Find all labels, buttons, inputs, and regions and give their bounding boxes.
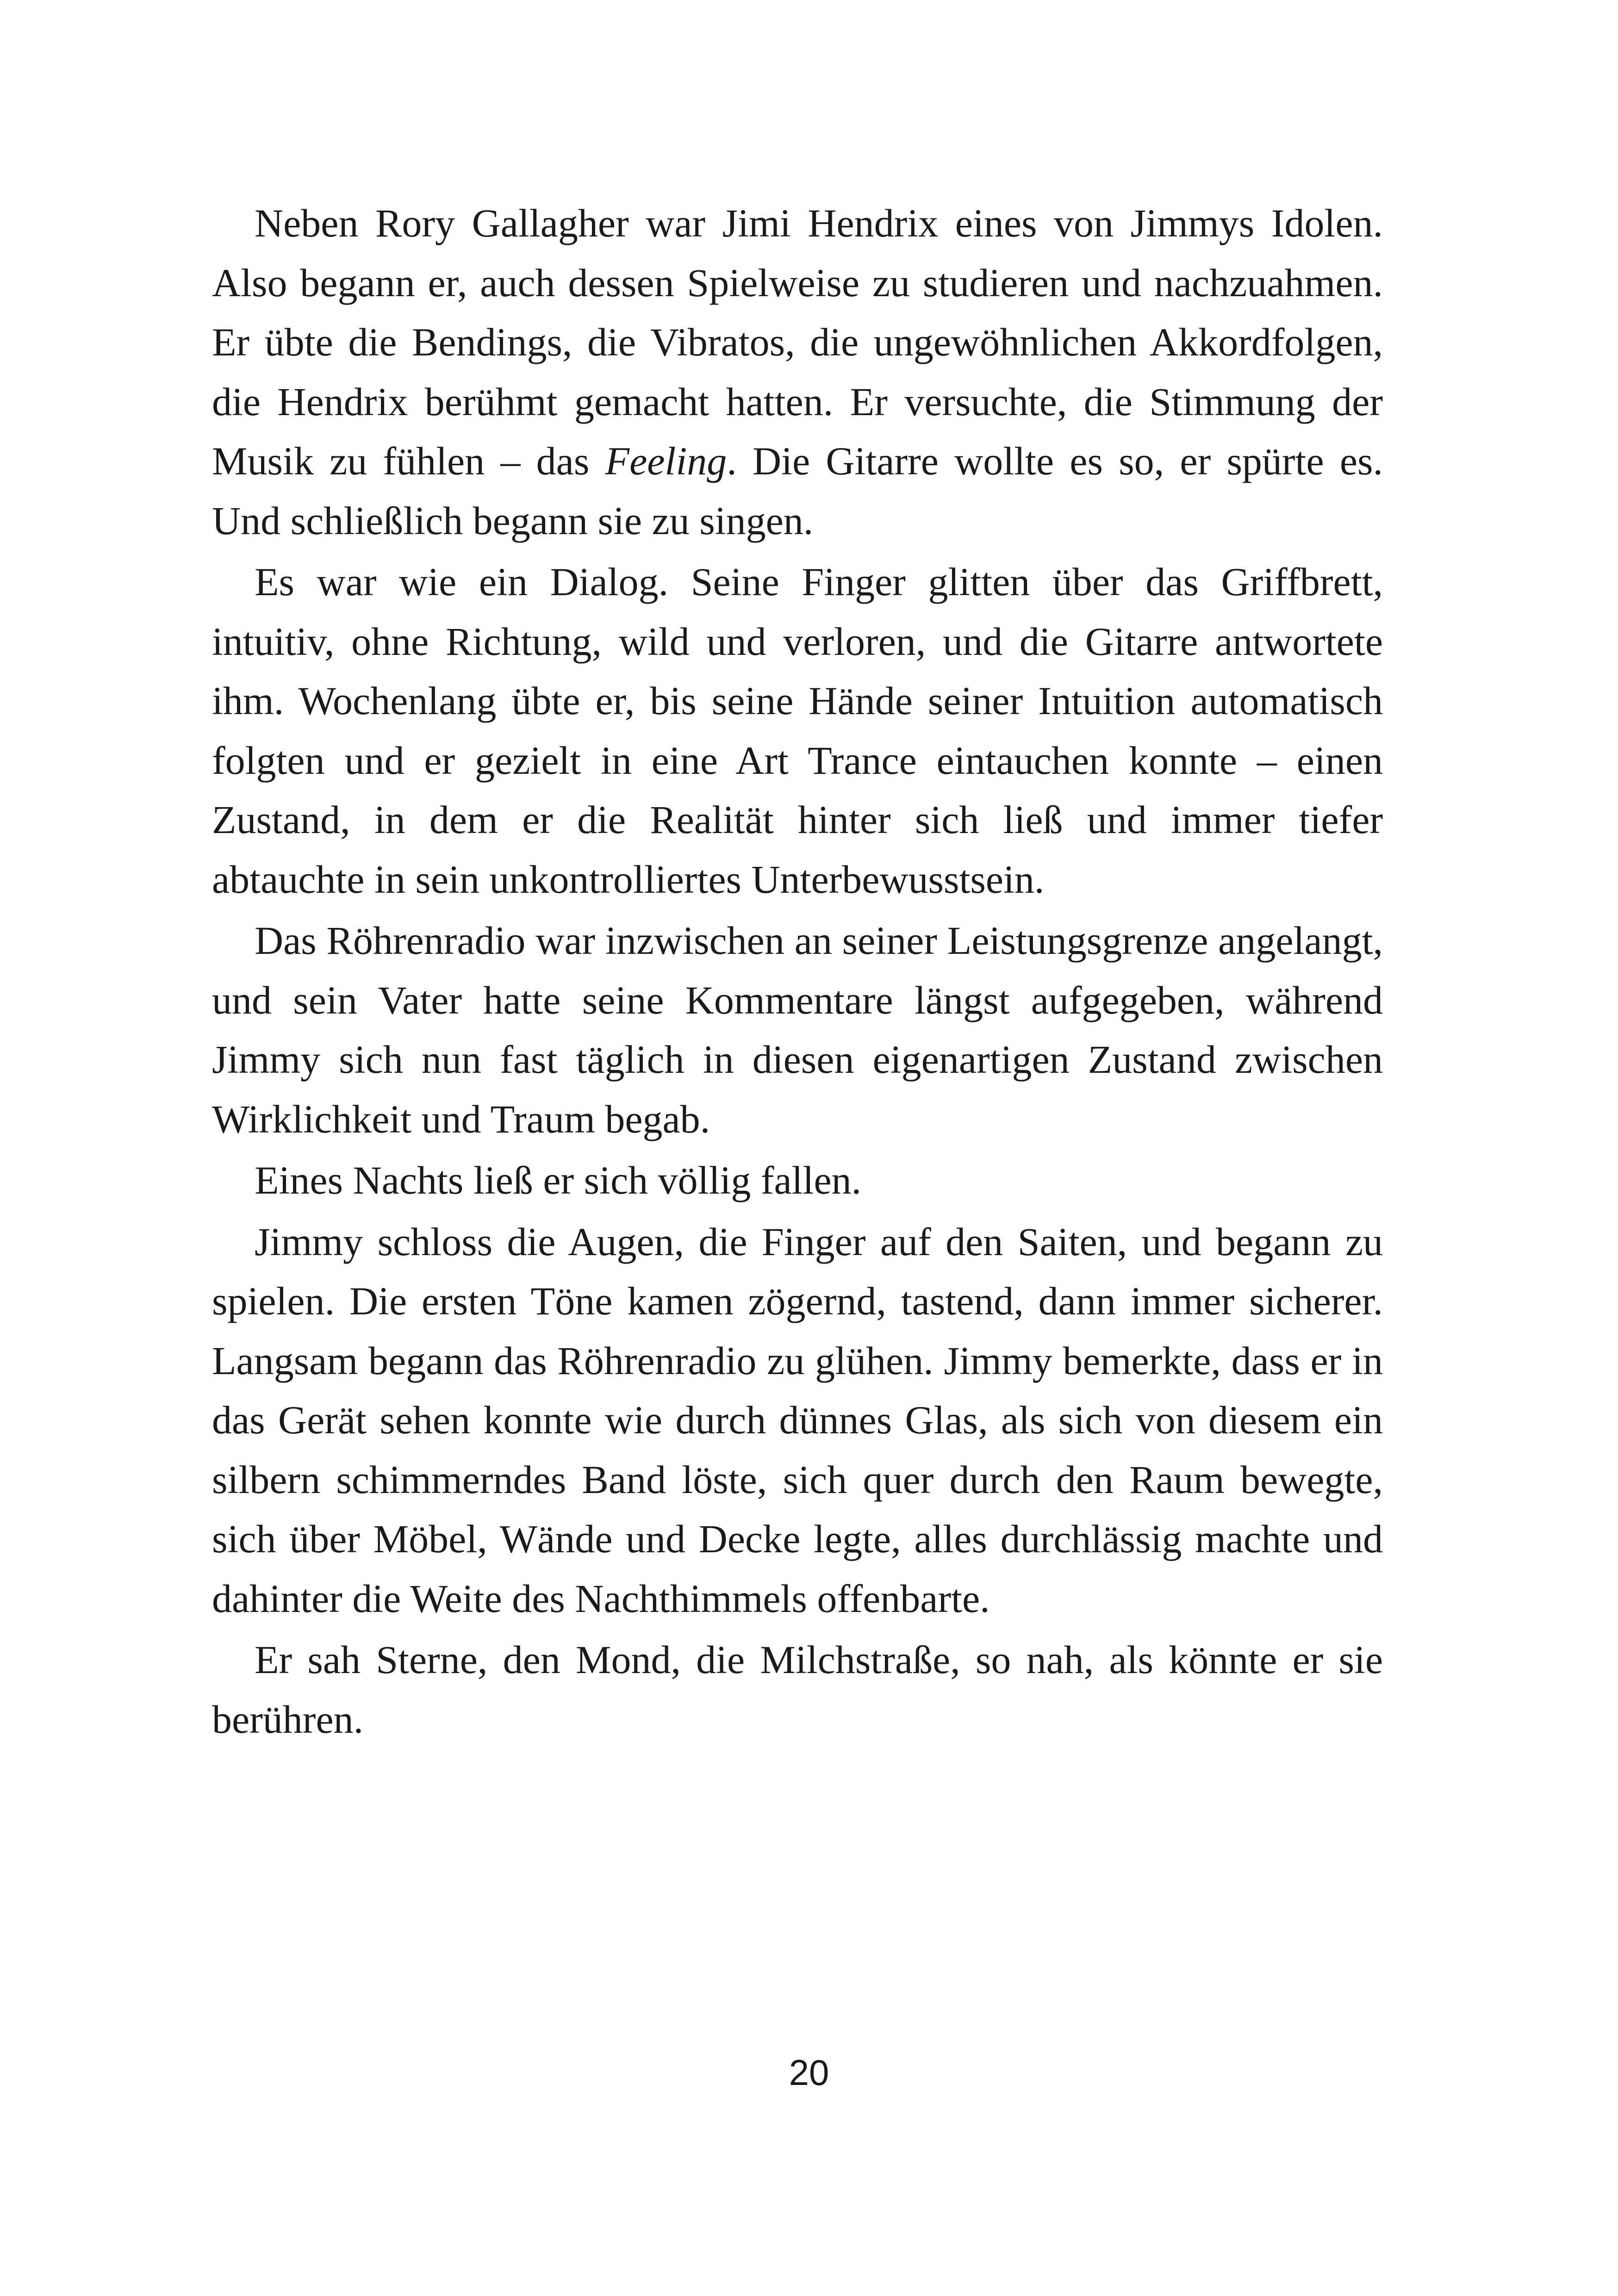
- paragraph-1-text-after: . Die Gitarre wollte es so, er spürte es. Und schließlich begann sie zu singen.: [212, 439, 1383, 543]
- paragraph-1-emphasis: Feeling: [605, 439, 727, 483]
- paragraph-5: Jimmy schloss die Augen, die Finger auf den Saiten, und begann zu spielen. Die ersten Töne kamen zögernd, tastend, dann immer sicherer. Langsam begann das Röhrenradio zu glühen. Jimmy bemerkte, dass er in das Gerät sehen konnte wie durch dünnes Glas, als sich von diesem ein silbern schimmerndes Band löste, sich quer durch den Raum bewegte, sich über Möbel, Wände und Decke legte, alles durchlässig machte und dahinter die Weite des Nachthimmels offenbarte.: [212, 1219, 1383, 1621]
- paragraph-4: Eines Nachts ließ er sich völlig fallen.: [255, 1158, 862, 1202]
- paragraph-1: [212, 193, 1383, 550]
- body-text: [212, 193, 1383, 1749]
- page-number: 20: [789, 2052, 829, 2093]
- paragraph-2: Es war wie ein Dialog. Seine Finger glitten über das Griffbrett, intuitiv, ohne Richtung, wild und verloren, und die Gitarre antwortete ihm. Wochenlang übte er, bis seine Hände seiner Intuition automatisch folgten und er gezielt in eine Art Trance eintauchen konnte – einen Zustand, in dem er die Realität hinter sich ließ und immer tiefer abtauchte in sein unkontrolliertes Unterbewusstsein.: [212, 560, 1383, 902]
- paragraph-6: Er sah Sterne, den Mond, die Milchstraße, so nah, als könnte er sie berühren.: [212, 1637, 1383, 1742]
- paragraph-1-text-before: Neben Rory Gallagher war Jimi Hendrix eines von Jimmys Idolen. Also begann er, auch dessen Spielweise zu studieren und nachzuahmen. Er übte die Bendings, die Vibratos, die ungewöhnlichen Akkordfolgen, die Hendrix berühmt gemacht hatten. Er versuchte, die Stimmung der Musik zu fühlen – das: [212, 201, 1383, 483]
- paragraph-3: Das Röhrenradio war inzwischen an seiner Leistungsgrenze angelangt, und sein Vater hatte seine Kommentare längst aufgegeben, während Jimmy sich nun fast täglich in diesen eigenartigen Zustand zwischen Wirklichkeit und Traum begab.: [212, 918, 1383, 1141]
